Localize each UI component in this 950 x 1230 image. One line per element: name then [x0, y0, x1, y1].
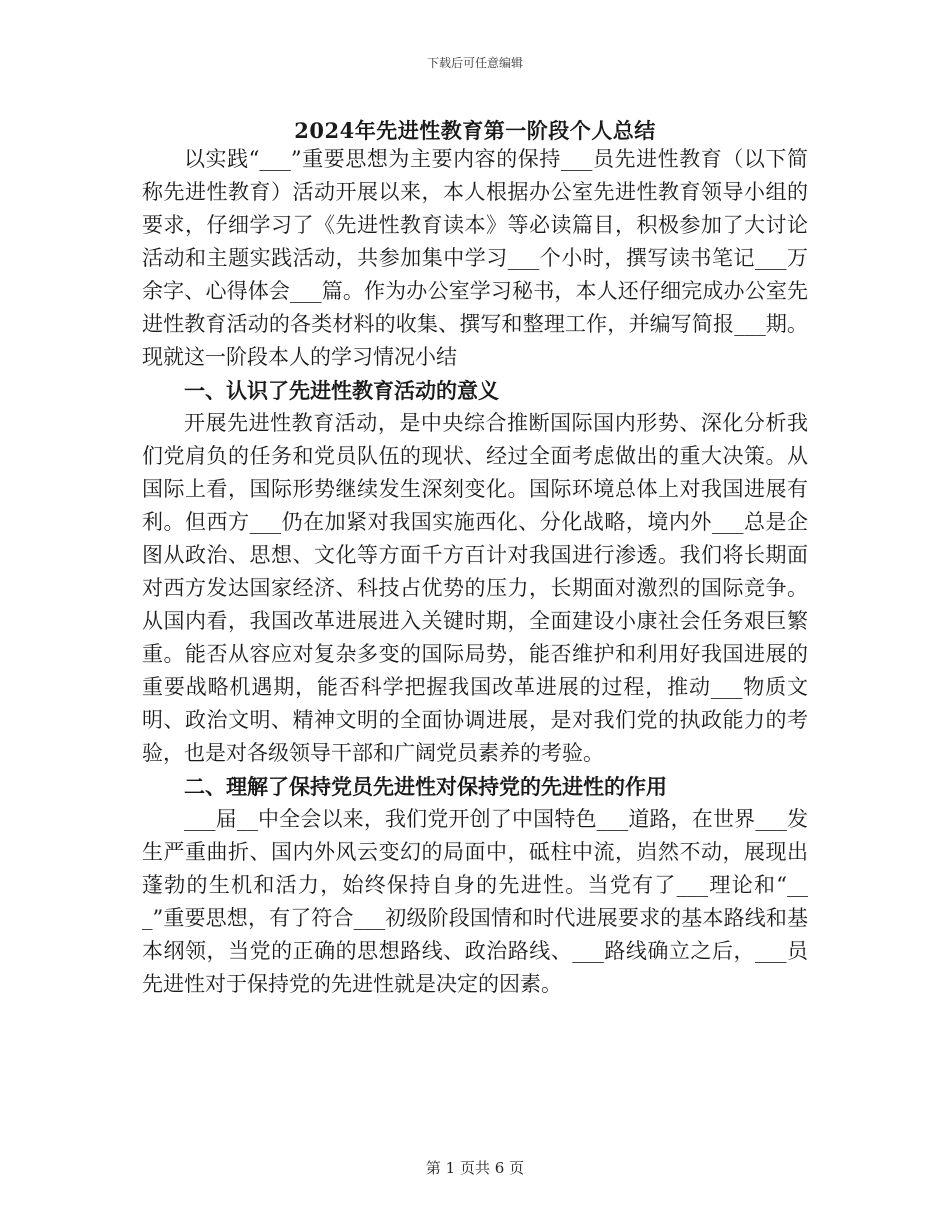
- section-2-heading: 二、理解了保持党员先进性对保持党的先进性的作用: [184, 774, 667, 799]
- document-body: [142, 143, 808, 1001]
- section-2-paragraph: ___届__中全会以来，我们党开创了中国特色___道路，在世界___发生严重曲折、国内外风云变幻的局面中，砥柱中流，岿然不动，展现出蓬勃的生机和活力，始终保持自身的先进性。当党有了___理论和“___”重要思想，有了符合___初级阶段国情和时代进展要求的基本路线和基本纲领，当党的正确的思想路线、政治路线、___路线确立之后，___员先进性对于保持党的先进性就是决定的因素。: [142, 807, 808, 996]
- page-header: 下载后可任意编辑: [426, 56, 523, 70]
- intro-paragraph: 以实践“___”重要思想为主要内容的保持___员先进性教育（以下简称先进性教育）活动开展以来，本人根据办公室先进性教育领导小组的要求，仔细学习了《先进性教育读本》等必读篇目，积极参加了大讨论活动和主题实践活动，共参加集中学习___个小时，撰写读书笔记___万余字、心得体会___篇。作为办公室学习秘书，本人还仔细完成办公室先进性教育活动的各类材料的收集、撰写和整理工作，并编写简报___期。现就这一阶段本人的学习情况小结: [142, 147, 808, 369]
- section-1-heading: 一、认识了先进性教育活动的意义: [184, 378, 499, 403]
- section-1-paragraph: 开展先进性教育活动，是中央综合推断国际国内形势、深化分析我们党肩负的任务和党员队伍的现状、经过全面考虑做出的重大决策。从国际上看，国际形势继续发生深刻变化。国际环境总体上对我国进展有利。但西方___仍在加紧对我国实施西化、分化战略，境内外___总是企图从政治、思想、文化等方面千方百计对我国进行渗透。我们将长期面对西方发达国家经济、科技占优势的压力，长期面对激烈的国际竞争。从国内看，我国改革进展进入关键时期，全面建设小康社会任务艰巨繁重。能否从容应对复杂多变的国际局势，能否维护和利用好我国进展的重要战略机遇期，能否科学把握我国改革进展的过程，推动___物质文明、政治文明、精神文明的全面协调进展，是对我们党的执政能力的考验，也是对各级领导干部和广阔党员素养的考验。: [142, 411, 808, 765]
- document-title: 2024年先进性教育第一阶段个人总结: [294, 118, 656, 143]
- page-number: 第 1 页共 6 页: [425, 1159, 525, 1177]
